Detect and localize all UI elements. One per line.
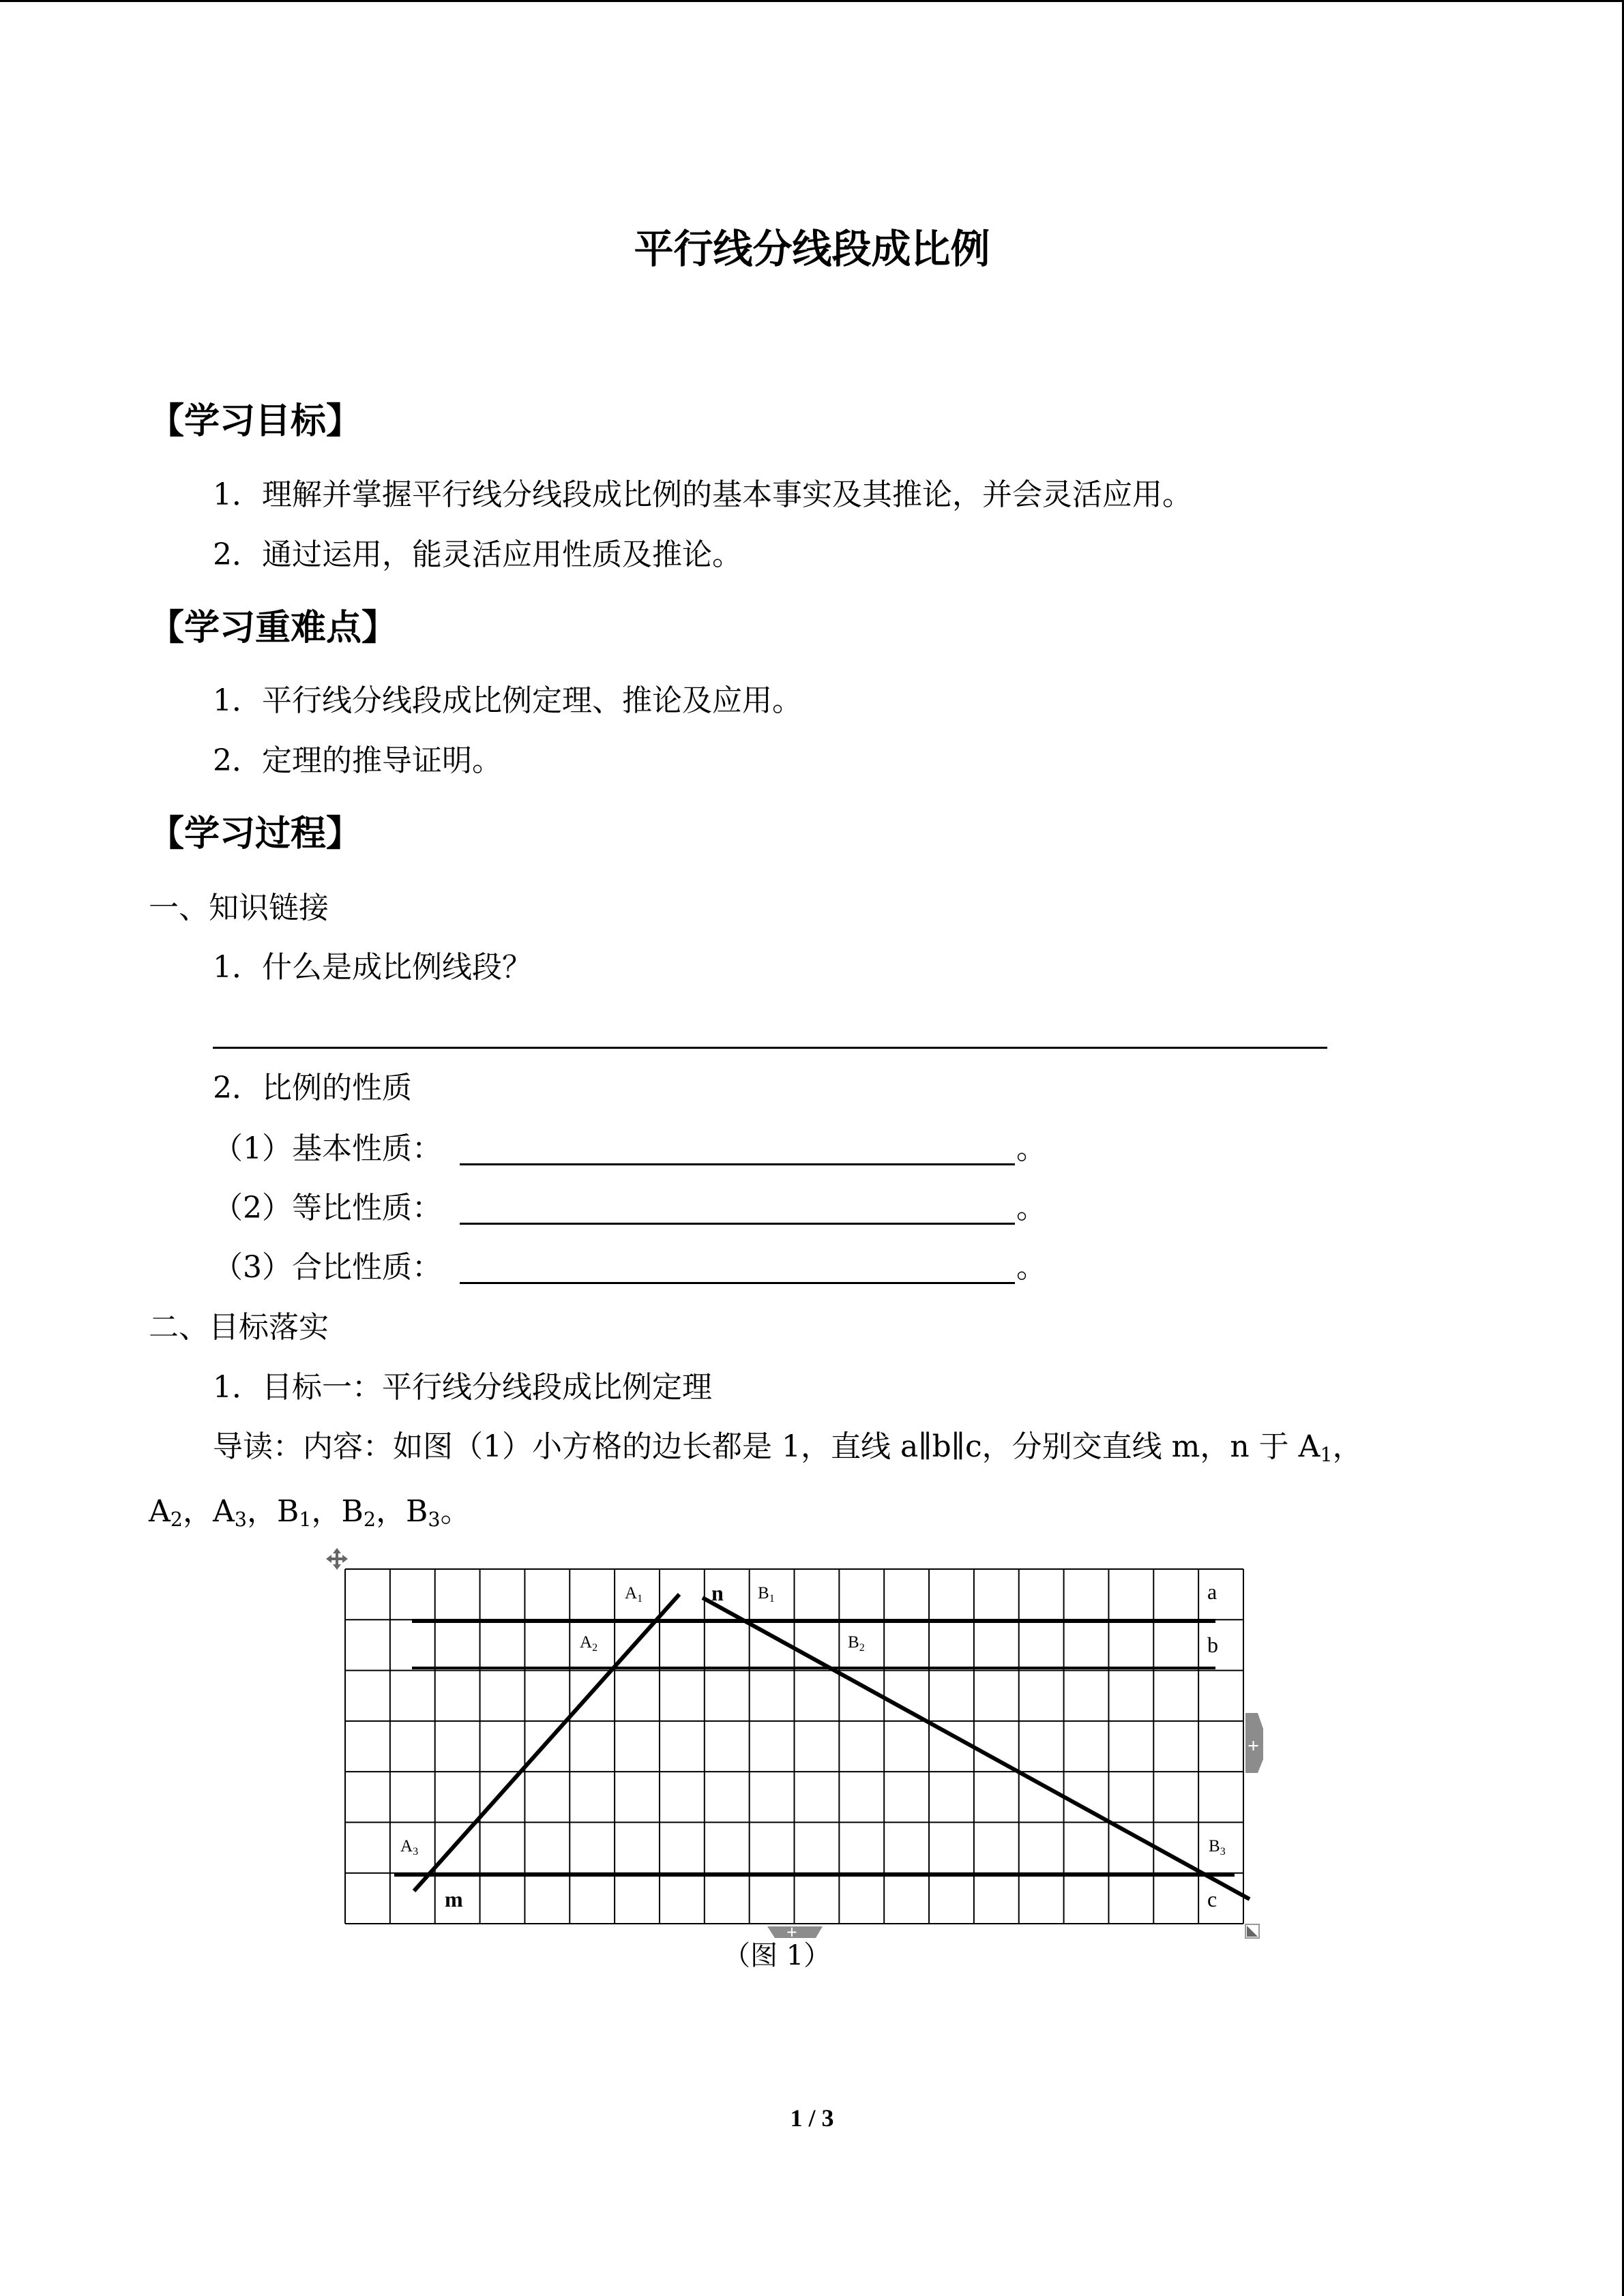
guide-end: 。 <box>440 1494 471 1529</box>
goal-item-1: 1．理解并掌握平行线分线段成比例的基本事实及其推论，并会灵活应用。 <box>213 477 1192 512</box>
key-point-item-1: 1．平行线分线段成比例定理、推论及应用。 <box>213 683 802 718</box>
property-end-2: 。 <box>1016 1191 1046 1225</box>
label-b2: $B_2$ <box>848 1633 865 1654</box>
resize-icon[interactable] <box>1245 1924 1259 1938</box>
label-b3: $B_3$ <box>1209 1837 1226 1858</box>
label-b1: $B_1$ <box>758 1584 775 1605</box>
guide-text-end: ， <box>1332 1429 1363 1464</box>
figure-caption: （图 1） <box>723 1940 831 1971</box>
part2-title: 二、目标落实 <box>149 1310 329 1345</box>
label-line-c: c <box>1207 1887 1217 1911</box>
guide-label-b3: ，$B_3$ <box>376 1494 441 1532</box>
section-heading-process: 【学习过程】 <box>149 813 362 854</box>
property-label-1: （1）基本性质： <box>213 1131 442 1166</box>
line-m <box>414 1594 679 1891</box>
guide-text-sub: 1 <box>1320 1443 1333 1467</box>
goal1-title: 1．目标一：平行线分线段成比例定理 <box>213 1370 712 1405</box>
label-a1: $A_1$ <box>625 1584 643 1605</box>
label-line-n: n <box>711 1581 724 1605</box>
page-title: 平行线分线段成比例 <box>634 226 990 272</box>
property-end-1: 。 <box>1016 1131 1046 1166</box>
label-line-b: b <box>1207 1632 1218 1657</box>
question-2: 2．比例的性质 <box>213 1071 412 1105</box>
question-1: 1．什么是成比例线段？ <box>213 950 532 985</box>
property-label-3: （3）合比性质： <box>213 1250 442 1285</box>
guide-label-a2: $A_2$ <box>149 1494 183 1532</box>
label-a3: $A_3$ <box>400 1837 419 1858</box>
guide-text-main: 导读：内容：如图（1）小方格的边长都是 1，直线 a∥b∥c，分别交直线 m，n 于 A <box>213 1429 1320 1464</box>
section-heading-key-points: 【学习重难点】 <box>149 607 398 648</box>
goal-item-2: 2．通过运用，能灵活应用性质及推论。 <box>213 537 742 572</box>
property-label-2: （2）等比性质： <box>213 1191 442 1225</box>
move-icon[interactable] <box>326 1548 348 1570</box>
line-n <box>703 1598 1250 1899</box>
key-point-item-2: 2．定理的推导证明。 <box>213 743 502 778</box>
guide-label-a3: ，$A_3$ <box>182 1494 247 1532</box>
property-end-3: 。 <box>1016 1250 1046 1285</box>
svg-text:+: + <box>786 1922 797 1943</box>
guide-label-b2: ，$B_2$ <box>311 1494 377 1532</box>
page-number: 1 / 3 <box>790 2104 834 2132</box>
label-a2: $A_2$ <box>580 1633 598 1654</box>
label-line-m: m <box>445 1887 463 1911</box>
guide-label-b1: ，$B_1$ <box>246 1494 312 1532</box>
label-line-a: a <box>1207 1579 1217 1604</box>
plus-icon[interactable] <box>1245 1713 1263 1773</box>
part1-title: 一、知识链接 <box>149 891 329 925</box>
svg-text:+: + <box>1247 1735 1260 1757</box>
section-heading-goals: 【学习目标】 <box>149 400 362 442</box>
